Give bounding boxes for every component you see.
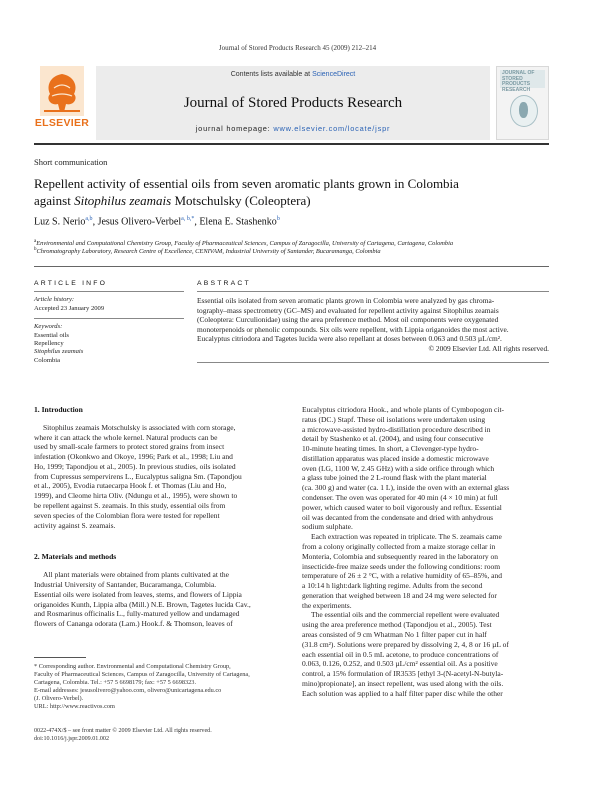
- article-title: [34, 175, 554, 209]
- body-line: a microwave-assisted hydro-distillation procedure described in: [302, 424, 491, 434]
- right-column: [302, 405, 549, 698]
- methods-line: and Rosmarinus officinalis L., fully-matured yellow and undamaged: [34, 609, 240, 619]
- methods-line: Essential oils were isolated from leaves, stems, and flowers of Lippia: [34, 589, 242, 599]
- affil-key: a: [34, 239, 37, 244]
- journal-cover-thumbnail[interactable]: [496, 66, 549, 140]
- body-line: (ca. 300 g) and water (ca. 1 L), inside the oven with an external glass: [302, 483, 510, 493]
- cover-insect-icon: [510, 95, 538, 127]
- author-affil-marker[interactable]: a, b,*: [181, 216, 195, 222]
- body-line: condenser. The oven was operated for 40 min (4 × 10 min) at full: [302, 493, 498, 503]
- body-line: sodium sulphate.: [302, 522, 353, 532]
- doi-line[interactable]: doi:10.1016/j.jspr.2009.01.002: [34, 735, 109, 742]
- body-line: temperature of 26 ± 2 °C, with a relative humidity of 65–85%, and: [302, 571, 502, 581]
- body-line: using the area preference method (Tapondjou et al., 2005). Test: [302, 620, 492, 630]
- body-line: from a colony originally collected from a maize storage cellar in: [302, 541, 496, 551]
- intro-line: infestation (Okonkwo and Okoye, 1996; Park et al., 1998; Liu and: [34, 452, 233, 462]
- body-line: a glass tube joined the 2 L-round flask with the plant material: [302, 473, 487, 483]
- body-line: distillation apparatus was placed inside a domestic microwave: [302, 453, 489, 463]
- body-line: control, a 15% formulation of IR3535 [ethyl 3-(N-acetyl-N-butyla-: [302, 669, 504, 679]
- methods-line: flowers of Cananga odorata (Lam.) Hook.f. & Thomson, leaves of: [34, 619, 233, 629]
- footnote-line: * Corresponding author. Environmental and Computational Chemistry Group,: [34, 663, 231, 670]
- abstract-body: [197, 296, 549, 354]
- elsevier-wordmark: ELSEVIER: [34, 117, 90, 129]
- article-type: Short communication: [34, 157, 108, 167]
- article-title-line-1: Repellent activity of essential oils from seven aromatic plants grown in Colombia: [34, 176, 459, 191]
- intro-line: from Cupressus sempervirens L., Eucalyptus saligna Sm. (Tapondjou: [34, 471, 242, 481]
- author-affil-marker[interactable]: b: [276, 216, 280, 222]
- body-line: The essential oils and the commercial repellent were evaluated: [311, 610, 500, 620]
- body-line: mino)propionate], an insect repellent, was used along with the oils.: [302, 678, 504, 688]
- article-info-rule-2: [34, 318, 184, 319]
- body-line: insecticide-free maize seeds under the following conditions: room: [302, 561, 501, 571]
- copyright-line: © 2009 Elsevier Ltd. All rights reserved.: [428, 343, 549, 353]
- intro-line: activity against S. zeamais.: [34, 520, 116, 530]
- abstract-line: Essential oils isolated from seven aromatic plants grown in Colombia were analyzed by gas chroma-: [197, 296, 495, 305]
- body-line: each essential oil in 0.5 mL acetone, to produce concentrations of: [302, 649, 499, 659]
- abstract-line: (Coleoptera: Curculionidae) using the area preference method. Most oil components were oxygenated: [197, 315, 499, 325]
- title-post: Motschulsky (Coleoptera): [171, 193, 311, 208]
- body-line: the experiments.: [302, 600, 352, 610]
- body-line: Monteria, Colombia and subsequently reared in the laboratory on: [302, 551, 498, 561]
- methods-line: Industrial University of Santander, Bucaramanga, Columbia.: [34, 579, 217, 589]
- body-line: generation that weighed between 18 and 24 mg were selected for: [302, 590, 497, 600]
- body-line: (31.8 cm²). Solutions were prepared by dissolving 2, 4, 8 or 16 µL of: [302, 639, 509, 649]
- footnote-line: (J. Olivero-Verbel).: [34, 695, 84, 702]
- abstract-line: Eucalyptus citriodora and Tagetes lucida were also repellant at doses between 0.063 and 0.503 µL/cm².: [197, 334, 502, 344]
- abstract-rule-bottom: [197, 362, 549, 363]
- masthead-divider: [34, 143, 549, 145]
- body-line: oven (LG, 1100 W, 2.45 GHz) with a side orifice through which: [302, 463, 495, 473]
- abstract-line: monoterpenoids or phenolic compounds. Six oils were repellent, with Lippia origanoides the most active.: [197, 324, 509, 334]
- author-separator: ,: [194, 216, 200, 228]
- methods-line: origanoides Kunth, Lippia alba (Mill.) N.E. Brown, Tagetes lucida Cav.,: [34, 599, 251, 609]
- abstract-heading: ABSTRACT: [197, 280, 251, 287]
- abstract-rule: [197, 291, 549, 292]
- history-value: Accepted 23 January 2009: [34, 305, 105, 312]
- intro-line: 1999), and Cleome hirta Oliv. (Ndungu et al., 1995), were shown to: [34, 491, 238, 501]
- keyword: Essential oils: [34, 332, 69, 339]
- footnote-rule: [34, 657, 86, 658]
- intro-line: be repellent against S. zeamais. In this study, essential oils from: [34, 501, 226, 511]
- footnote-line: Faculty of Pharmaceutical Sciences, Campus of Zaragocilla, University of Cartagena,: [34, 671, 250, 678]
- issn-line: 0022-474X/$ – see front matter © 2009 Elsevier Ltd. All rights reserved.: [34, 728, 212, 734]
- journal-reference: Journal of Stored Products Research 45 (2009) 212–214: [218, 44, 377, 52]
- affil-text: Chromatography Laboratory, Research Centre of Excellence, CENIVAM, Industrial University of Santander, Bucaramanga, Colombia: [36, 248, 381, 256]
- affiliation-b: [34, 247, 549, 255]
- intro-line: Sitophilus zeamais Motschulsky is associated with corn storage,: [43, 422, 236, 432]
- keyword: Sitophilus zeamais: [34, 348, 84, 355]
- body-line: Each extraction was repeated in triplicate. The S. zeamais came: [311, 532, 502, 542]
- affil-text: Environmental and Computational Chemistry Group, Faculty of Pharmaceutical Sciences, Campus of Zaragocilla, University of Cartagena, Cartagena, Colombia: [36, 240, 454, 248]
- methods-line: All plant materials were obtained from plants cultivated at the: [43, 570, 229, 580]
- methods-heading: 2. Materials and methods: [34, 552, 117, 562]
- journal-masthead: [96, 66, 490, 140]
- left-column: [34, 405, 285, 629]
- author-name[interactable]: Luz S. Nerio: [34, 216, 86, 228]
- intro-line: where it can attack the whole kernel. Natural products can be: [34, 432, 218, 442]
- intro-line: et al., 2005), Evodia rutaecarpa Hook f. et Thomas (Liu and Ho,: [34, 481, 227, 491]
- history-label: Article history:: [34, 296, 75, 303]
- journal-homepage: [96, 124, 490, 133]
- homepage-prefix: journal homepage:: [195, 124, 274, 133]
- keyword: Repellency: [34, 340, 64, 347]
- article-info-rule: [34, 291, 184, 292]
- homepage-link[interactable]: www.elsevier.com/locate/jspr: [273, 124, 391, 133]
- author-name[interactable]: Elena E. Stashenko: [199, 216, 277, 228]
- body-line: Eucalyptus citriodora Hook., and whole plants of Cymbopogon cit-: [302, 405, 505, 414]
- affiliation-a: [34, 239, 549, 247]
- body-line: a 10:14 h light:dark lighting regime. Adults from the second: [302, 581, 483, 591]
- body-line: detail by Stashenko et al. (2004), and using four consecutive: [302, 434, 484, 444]
- author-separator: ,: [92, 216, 98, 228]
- contents-line: [96, 71, 490, 78]
- author-name[interactable]: Jesus Olivero-Verbel: [97, 216, 182, 228]
- elsevier-tree-icon: [40, 66, 84, 116]
- contents-prefix: Contents lists available at: [230, 71, 313, 78]
- intro-line: seven species of the Colombian flora were tested for repellent: [34, 510, 220, 520]
- title-pre: against: [34, 193, 75, 208]
- body-line: 0.063, 0.126, 0.252, and 0.503 µL/cm² essential oil. As a positive: [302, 659, 498, 669]
- footnote-email-line[interactable]: E-mail addresses: jesusolivero@yahoo.com, olivero@unicartagena.edu.co: [34, 687, 222, 694]
- keywords-label: Keywords:: [34, 323, 63, 330]
- body-line: Each solution was applied to a half filter paper disc while the other: [302, 688, 503, 698]
- intro-line: used by small-scale farmers to protect stored grains from insect: [34, 442, 225, 452]
- document-identifiers: [34, 728, 285, 744]
- body-line: 10-minute heating times. In short, a Clevenger-type hydro-: [302, 444, 479, 454]
- affiliation-divider: [34, 266, 549, 267]
- author-list: [34, 216, 280, 227]
- body-line: areas consisted of 9 cm Whatman No 1 filter paper cut in half: [302, 629, 487, 639]
- abstract-line: tography–mass spectrometry (GC–MS) and evaluated for repellent activity against Sitophilus zeamais: [197, 305, 499, 315]
- keyword: Colombia: [34, 357, 61, 364]
- article-info-heading: ARTICLE INFO: [34, 280, 108, 287]
- elsevier-logo[interactable]: [34, 66, 90, 132]
- author-affil-marker[interactable]: a,b: [85, 216, 93, 222]
- intro-line: Ho, 1999; Tapondjou et al., 2005). In previous studies, oils isolated: [34, 461, 236, 471]
- introduction-heading: 1. Introduction: [34, 405, 83, 414]
- affil-key: b: [34, 247, 37, 252]
- footnote-line: Cartagena, Colombia. Tel.: +57 5 6698179; fax: +57 5 6698323.: [34, 679, 197, 686]
- title-species: Sitophilus zeamais: [74, 193, 172, 208]
- body-line: power, which caused water to boil vigorously and reflux. Essential: [302, 502, 502, 512]
- footnote-url-line[interactable]: URL: http://www.reactivos.com: [34, 703, 115, 710]
- body-line: oil was decanted from the condensate and dried with anhydrous: [302, 512, 493, 522]
- sciencedirect-link[interactable]: ScienceDirect: [312, 71, 356, 78]
- footnote: [34, 663, 285, 711]
- body-line: ratus (DC.) Stapf. These oil isolations were undertaken using: [302, 414, 486, 424]
- journal-title: Journal of Stored Products Research: [183, 95, 403, 111]
- cover-title: JOURNAL OF STORED PRODUCTS RESEARCH: [502, 70, 535, 93]
- article-title-line-2: [34, 192, 554, 209]
